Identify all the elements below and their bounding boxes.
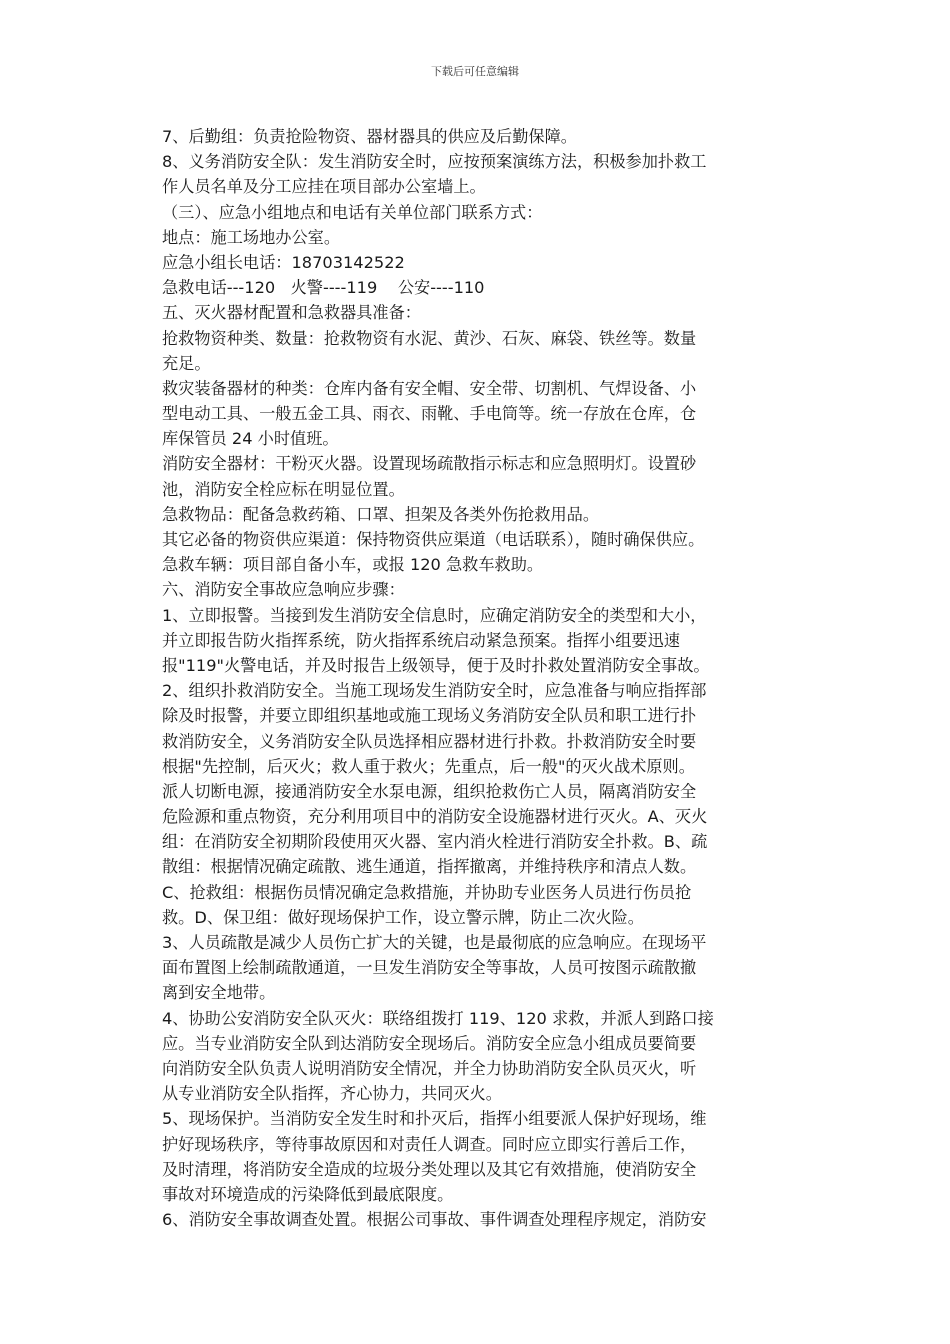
text-line: 充足。 (162, 353, 211, 373)
text-line: 组：在消防安全初期阶段使用灭火器、室内消火栓进行消防安全扑救。B、疏 (162, 832, 708, 852)
text-line: 5、现场保护。当消防安全发生时和扑灭后，指挥小组要派人保护好现场，维 (162, 1109, 707, 1129)
text-line: 8、义务消防安全队：发生消防安全时，应按预案演练方法，积极参加扑救工 (162, 152, 707, 172)
text-line: 从专业消防安全队指挥，齐心协力，共同灭火。 (162, 1084, 502, 1104)
text-line: 离到安全地带。 (162, 983, 276, 1003)
text-line: 除及时报警，并要立即组织基地或施工现场义务消防安全队员和职工进行扑 (162, 706, 697, 726)
text-line: C、抢救组：根据伤员情况确定急救措施，并协助专业医务人员进行伤员抢 (162, 882, 692, 902)
text-line: 应。当专业消防安全队到达消防安全现场后。消防安全应急小组成员要简要 (162, 1033, 697, 1053)
text-line: 1、立即报警。当接到发生消防安全信息时，应确定消防安全的类型和大小， (162, 605, 707, 625)
text-line: 并立即报告防火指挥系统，防火指挥系统启动紧急预案。指挥小组要迅速 (162, 630, 680, 650)
text-line: 及时清理，将消防安全造成的垃圾分类处理以及其它有效措施，使消防安全 (162, 1159, 697, 1179)
text-line: 救灾装备器材的种类：仓库内备有安全帽、安全带、切割机、气焊设备、小 (162, 378, 697, 398)
text-line: 报"119"火警电话，并及时报告上级领导，便于及时扑救处置消防安全事故。 (162, 655, 710, 675)
text-line: 六、消防安全事故应急响应步骤： (162, 580, 405, 600)
text-line: （三）、应急小组地点和电话有关单位部门联系方式： (162, 202, 543, 222)
text-line: 2、组织扑救消防安全。当施工现场发生消防安全时，应急准备与响应指挥部 (162, 681, 707, 701)
text-line: 6、消防安全事故调查处置。根据公司事故、事件调查处理程序规定，消防安 (162, 1210, 707, 1230)
text-line: 抢救物资种类、数量：抢救物资有水泥、黄沙、石灰、麻袋、铁丝等。数量 (162, 328, 697, 348)
text-line: 面布置图上绘制疏散通道，一旦发生消防安全等事故，人员可按图示疏散撤 (162, 958, 697, 978)
text-line: 救消防安全，义务消防安全队员选择相应器材进行扑救。扑救消防安全时要 (162, 731, 697, 751)
text-line: 事故对环境造成的污染降低到最底限度。 (162, 1184, 454, 1204)
text-line: 急救电话---120 火警----119 公安----110 (162, 278, 485, 298)
text-line: 其它必备的物资供应渠道：保持物资供应渠道（电话联系），随时确保供应。 (162, 530, 705, 549)
text-line: 派人切断电源，接通消防安全水泵电源，组织抢救伤亡人员，隔离消防安全 (162, 781, 697, 801)
text-line: 护好现场秩序，等待事故原因和对责任人调查。同时应立即实行善后工作， (162, 1134, 697, 1154)
text-line: 急救车辆：项目部自备小车，或报 120 急救车救助。 (162, 555, 544, 575)
text-line: 五、灭火器材配置和急救器具准备： (162, 303, 421, 323)
text-line: 散组：根据情况确定疏散、逃生通道，指挥撤离，并维持秩序和清点人数。 (162, 857, 697, 877)
text-line: 4、协助公安消防安全队灭火：联络组拨打 119、120 求救，并派人到路口接 (162, 1008, 714, 1028)
text-line: 型电动工具、一般五金工具、雨衣、雨靴、手电筒等。统一存放在仓库，仓 (162, 404, 697, 424)
text-line: 池，消防安全栓应标在明显位置。 (162, 479, 405, 499)
text-line: 作人员名单及分工应挂在项目部办公室墙上。 (162, 177, 486, 197)
text-line: 7、后勤组：负责抢险物资、器材器具的供应及后勤保障。 (162, 127, 577, 146)
text-line: 向消防安全队负责人说明消防安全情况，并全力协助消防安全队员灭火，听 (162, 1058, 697, 1078)
text-line: 地点：施工场地办公室。 (162, 227, 341, 247)
text-line: 库保管员 24 小时值班。 (162, 429, 339, 449)
text-line: 消防安全器材：干粉灭火器。设置现场疏散指示标志和应急照明灯。设置砂 (162, 454, 697, 474)
text-line: 根据"先控制，后灭火；救人重于救火；先重点，后一般"的灭火战术原则。 (162, 756, 695, 776)
text-line: 3、人员疏散是减少人员伤亡扩大的关键，也是最彻底的应急响应。在现场平 (162, 933, 707, 952)
document-body (162, 124, 812, 1232)
text-line: 急救物品：配备急救药箱、口罩、担架及各类外伤抢救用品。 (162, 504, 600, 524)
text-line: 救。D、保卫组：做好现场保护工作，设立警示牌，防止二次火险。 (162, 907, 644, 927)
text-line: 危险源和重点物资，充分利用项目中的消防安全设施器材进行灭火。A、灭火 (162, 807, 708, 827)
header-note: 下载后可任意编辑 (431, 65, 519, 78)
text-line: 应急小组长电话：18703142522 (162, 252, 405, 272)
